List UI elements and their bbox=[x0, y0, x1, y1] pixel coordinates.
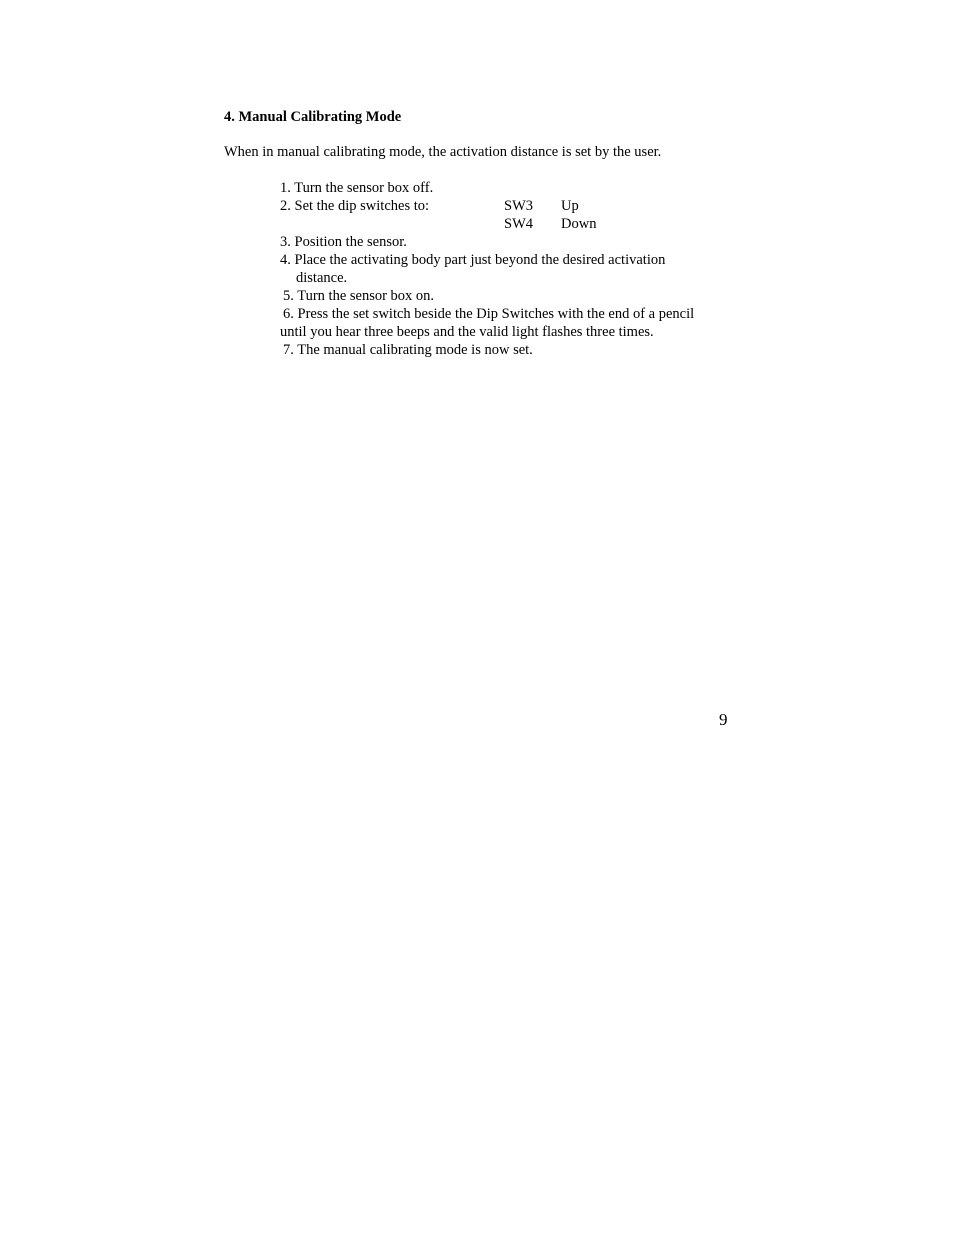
switch-state: Up bbox=[561, 198, 579, 214]
step-5: 5. Turn the sensor box on. bbox=[283, 288, 435, 304]
step-6-line-2: until you hear three beeps and the valid light flashes three times. bbox=[280, 324, 654, 340]
step-4-line-1: 4. Place the activating body part just beyond the desired activation bbox=[280, 252, 666, 268]
switch-state: Down bbox=[561, 216, 597, 232]
step-7: 7. The manual calibrating mode is now set. bbox=[283, 342, 533, 358]
step-2: 2. Set the dip switches to: bbox=[280, 198, 430, 214]
section-heading: 4. Manual Calibrating Mode bbox=[224, 109, 402, 125]
switch-name: SW3 bbox=[504, 198, 533, 214]
intro-paragraph: When in manual calibrating mode, the activation distance is set by the user. bbox=[224, 144, 662, 160]
step-3: 3. Position the sensor. bbox=[280, 234, 407, 250]
page-number: 9 bbox=[719, 710, 728, 729]
step-6-line-1: 6. Press the set switch beside the Dip Switches with the end of a pencil bbox=[283, 306, 695, 322]
step-4-line-2: distance. bbox=[296, 270, 348, 286]
step-1: 1. Turn the sensor box off. bbox=[280, 180, 434, 196]
switch-name: SW4 bbox=[504, 216, 533, 232]
